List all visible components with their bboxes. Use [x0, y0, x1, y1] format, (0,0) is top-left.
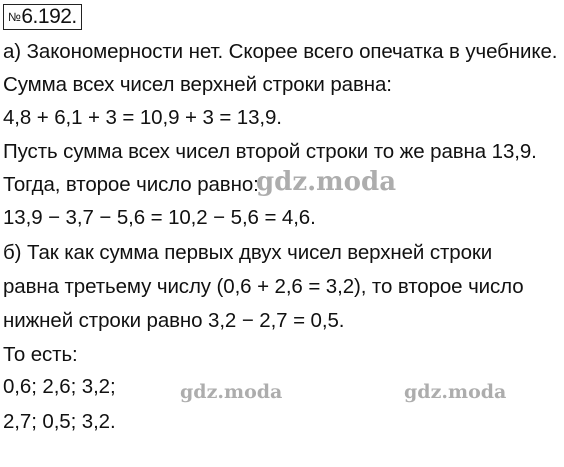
exercise-number-badge — [3, 4, 82, 30]
text-line-4: Пусть сумма всех чисел второй строки то же равна 13,9. — [3, 140, 537, 163]
text-line-9: нижней строки равно 3,2 − 2,7 = 0,5. — [3, 309, 345, 332]
text-line-2: Сумма всех чисел верхней строки равна: — [3, 73, 392, 96]
text-line-5: Тогда, второе число равно: — [3, 173, 259, 196]
text-line-7: б) Так как сумма первых двух чисел верхней строки — [3, 241, 493, 264]
text-line-3: 4,8 + 6,1 + 3 = 10,9 + 3 = 13,9. — [3, 106, 282, 129]
text-line-8: равна третьему числу (0,6 + 2,6 = 3,2), то второе число — [3, 275, 524, 298]
watermark-large: gdz.moda — [256, 167, 397, 197]
number-sign: № — [8, 10, 21, 24]
exercise-number: 6.192. — [21, 5, 77, 28]
watermark-left: gdz.moda — [180, 381, 283, 403]
text-line-1: а) Закономерности нет. Скорее всего опечатка в учебнике. — [3, 40, 558, 63]
text-line-6: 13,9 − 3,7 − 5,6 = 10,2 − 5,6 = 4,6. — [3, 206, 316, 229]
text-line-12: 2,7; 0,5; 3,2. — [3, 410, 116, 433]
text-line-11: 0,6; 2,6; 3,2; — [3, 375, 116, 398]
watermark-right: gdz.moda — [404, 381, 507, 403]
text-line-10: То есть: — [3, 343, 78, 366]
